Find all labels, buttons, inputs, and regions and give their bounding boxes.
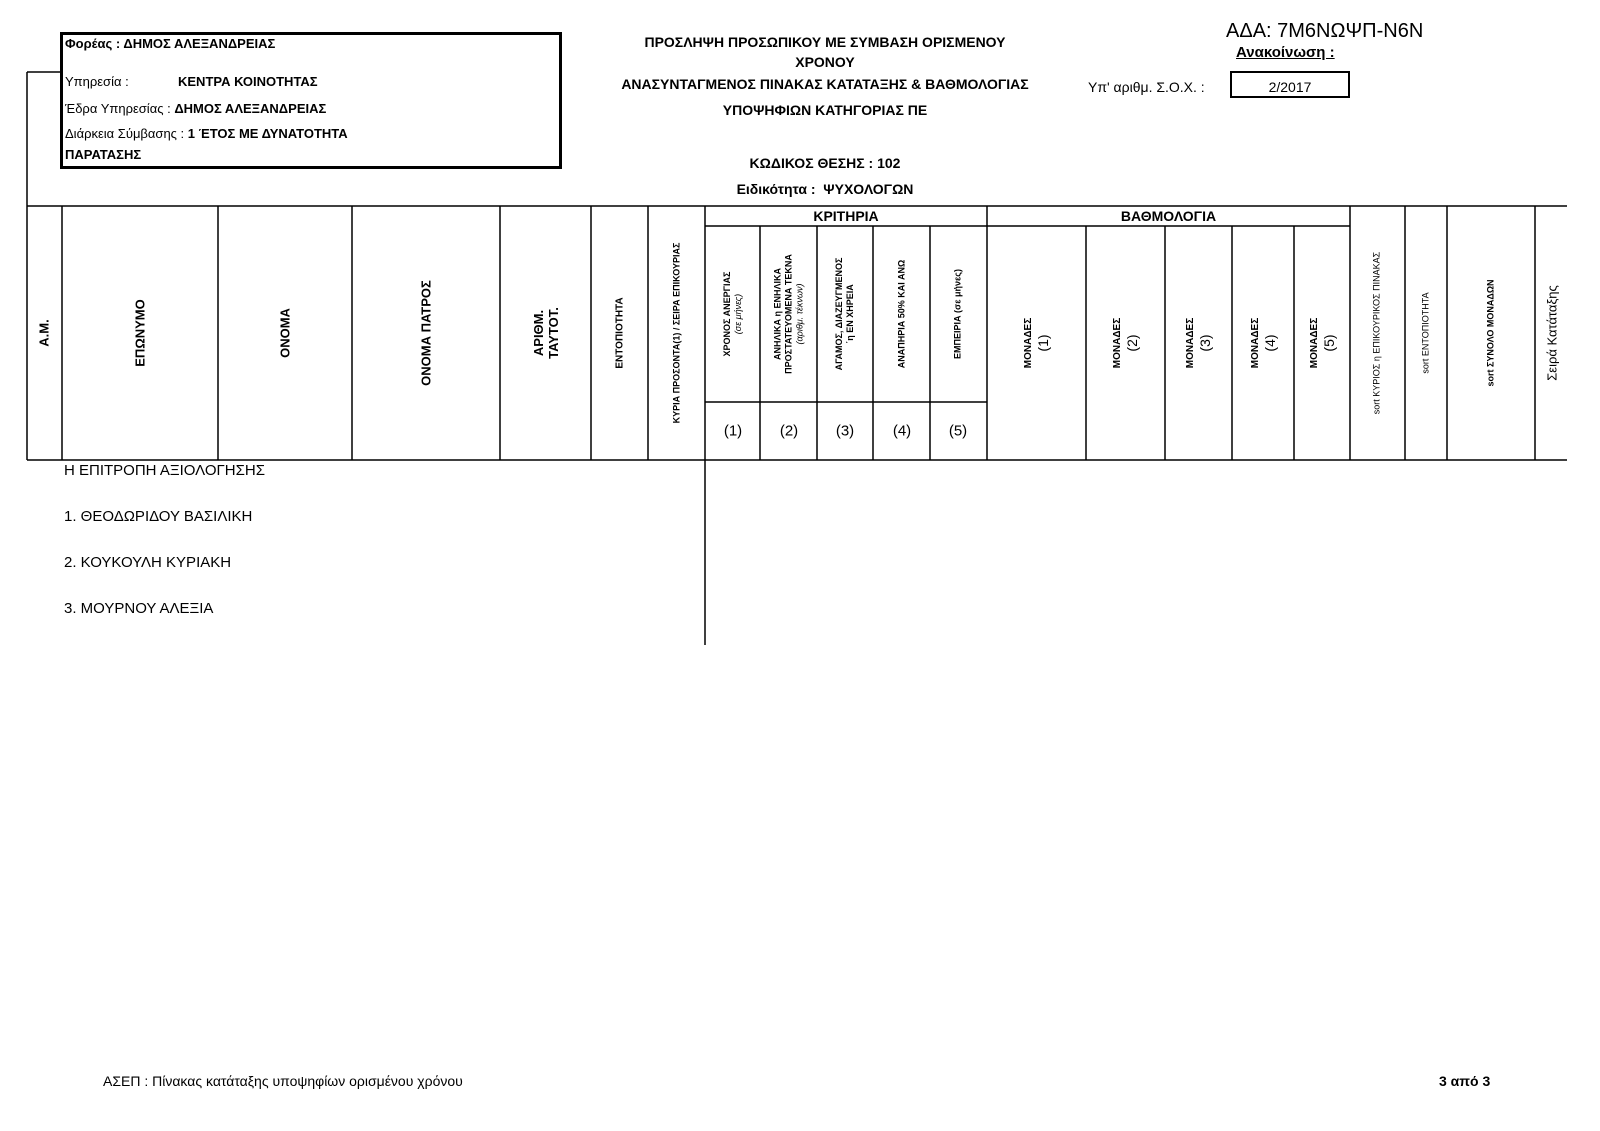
col-unemployment: ΧΡΟΝΟΣ ΑΝΕΡΓΙΑΣ (σε μήνες) — [722, 271, 743, 357]
crit-num-2: (2) — [779, 422, 799, 440]
agency-line: Φορέας : ΔΗΜΟΣ ΑΛΕΞΑΝΔΡΕΙΑΣ — [65, 36, 276, 51]
crit-num-4: (4) — [892, 422, 912, 440]
committee-member: 1. ΘΕΟΔΩΡΙΔΟΥ ΒΑΣΙΛΙΚΗ — [64, 508, 253, 525]
specialty: Ειδικότητα : ΨΥΧΟΛΟΓΩΝ — [736, 181, 914, 197]
col-surname: ΕΠΩΝΥΜΟ — [132, 299, 148, 367]
committee-member: 2. ΚΟΥΚΟΥΛΗ ΚΥΡΙΑΚΗ — [64, 554, 232, 571]
duration-line: Διάρκεια Σύμβασης : 1 ΈΤΟΣ ΜΕ ΔΥΝΑΤΟΤΗΤΑ — [65, 126, 348, 141]
ada-code: ΑΔΑ: 7Μ6ΝΩΨΠ-Ν6Ν — [1226, 20, 1424, 42]
position-code: ΚΩΔΙΚΟΣ ΘΕΣΗΣ : 102 — [749, 155, 901, 171]
col-units-1: ΜΟΝΑΔΕΣ (1) — [1023, 317, 1051, 369]
col-rank: Σειρά Κατάταξης — [1544, 285, 1560, 381]
col-units-3: ΜΟΝΑΔΕΣ (3) — [1185, 317, 1213, 369]
col-single-parent: ΑΓΑΜΟΣ, ΔΙΑΖΕΥΓΜΕΝΟΣ ΄η ΕΝ ΧΗΡΕΙΑ — [834, 257, 855, 371]
col-children: ΑΝΗΛΙΚΑ η ΕΝΗΛΙΚΑ ΠΡΟΣΤΑΤΕΥΟΜΕΝΑ ΤΕΚΝΑ (αριθμ. τέκνων) — [772, 254, 805, 374]
col-units-5: ΜΟΝΑΔΕΣ (5) — [1309, 317, 1337, 369]
col-name: ΟΝΟΜΑ — [277, 308, 293, 358]
page-number: 3 από 3 — [1439, 1073, 1491, 1089]
col-disability: ΑΝΑΠΗΡΙΑ 50% ΚΑΙ ΑΝΩ — [896, 259, 907, 369]
crit-num-1: (1) — [723, 422, 743, 440]
col-sort-locality: sort ΕΝΤΟΠΙΟΤΗΤΑ — [1420, 292, 1431, 374]
criteria-group-header: ΚΡΙΤΗΡΙΑ — [813, 208, 879, 224]
col-locality: ΕΝΤΟΠΙΟΤΗΤΑ — [614, 297, 626, 369]
col-father-name: ΟΝΟΜΑ ΠΑΤΡΟΣ — [418, 280, 434, 386]
title-line-3: ΑΝΑΣΥΝΤΑΓΜΕΝΟΣ ΠΙΝΑΚΑΣ ΚΑΤΑΤΑΞΗΣ & ΒΑΘΜΟΛΟΓΙΑΣ — [621, 76, 1029, 92]
col-experience: ΕΜΠΕΙΡΙΑ (σε μήνες) — [952, 269, 963, 359]
service-label: Υπηρεσία : — [65, 74, 129, 89]
sox-value-box: 2/2017 — [1230, 71, 1350, 98]
col-sort-main: sort ΚΥΡΙΟΣ η ΕΠΙΚΟΥΡΙΚΟΣ ΠΙΝΑΚΑΣ — [1371, 251, 1382, 415]
title-line-4: ΥΠΟΨΗΦΙΩΝ ΚΑΤΗΓΟΡΙΑΣ ΠΕ — [722, 102, 928, 118]
crit-num-3: (3) — [835, 422, 855, 440]
col-units-2: ΜΟΝΑΔΕΣ (2) — [1112, 317, 1140, 369]
col-units-4: ΜΟΝΑΔΕΣ (4) — [1250, 317, 1278, 369]
col-main-list: ΚΥΡΙΑ ΠΡΟΣΟΝΤΑ(1) / ΣΕΙΡΑ ΕΠΙΚΟΥΡΙΑΣ — [671, 242, 682, 424]
col-sort-total: sort ΣΥΝΟΛΟ ΜΟΝΑΔΩΝ — [1485, 279, 1496, 387]
title-line-1: ΠΡΟΣΛΗΨΗ ΠΡΟΣΩΠΙΚΟΥ ΜΕ ΣΥΜΒΑΣΗ ΟΡΙΣΜΕΝΟΥ — [644, 34, 1006, 50]
scoring-group-header: ΒΑΘΜΟΛΟΓΙΑ — [1120, 208, 1217, 224]
announcement-label: Ανακοίνωση : — [1236, 44, 1335, 61]
duration-line-2: ΠΑΡΑΤΑΣΗΣ — [65, 147, 142, 162]
col-am: Α.Μ. — [36, 319, 52, 347]
service-value: ΚΕΝΤΡΑ ΚΟΙΝΟΤΗΤΑΣ — [178, 74, 318, 89]
col-id: ΑΡΙΘΜ. ΤΑΥΤΟΤ. — [531, 307, 561, 359]
committee-member: 3. ΜΟΥΡΝΟΥ ΑΛΕΞΙΑ — [64, 600, 214, 617]
sox-label: Υπ' αριθμ. Σ.Ο.Χ. : — [1088, 79, 1205, 95]
seat-line: Έδρα Υπηρεσίας : ΔΗΜΟΣ ΑΛΕΞΑΝΔΡΕΙΑΣ — [65, 101, 327, 116]
crit-num-5: (5) — [948, 422, 968, 440]
title-line-2: ΧΡΟΝΟΥ — [795, 54, 855, 70]
committee-title: Η ΕΠΙΤΡΟΠΗ ΑΞΙΟΛΟΓΗΣΗΣ — [64, 462, 266, 479]
footer-note: ΑΣΕΠ : Πίνακας κατάταξης υποψηφίων ορισμένου χρόνου — [103, 1073, 463, 1089]
